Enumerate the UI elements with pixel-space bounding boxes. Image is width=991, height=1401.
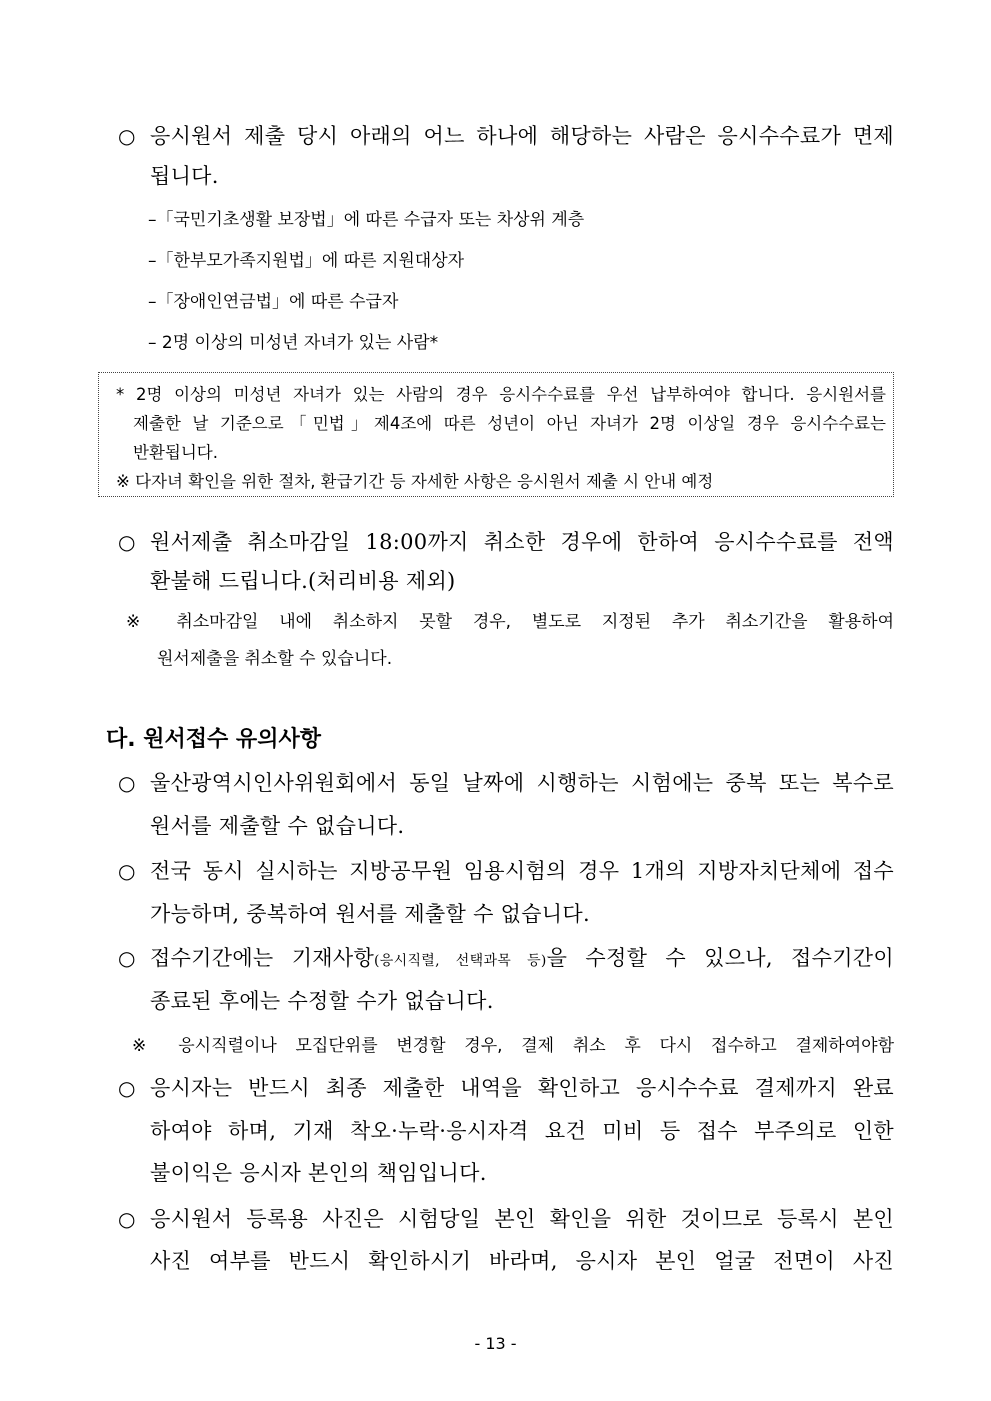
- paragraph-line: [126, 607, 894, 632]
- paragraph-line: [150, 1245, 894, 1275]
- paragraph-line: [150, 942, 894, 972]
- bullet-circle: ○: [118, 946, 136, 970]
- note-box-line-3: 반환됩니다.: [133, 443, 218, 462]
- paragraph-line: [150, 120, 894, 150]
- page-number: - 13 -: [474, 1334, 517, 1353]
- fee-exemption-line-1: 응시원서 제출 당시 아래의 어느 하나에 해당하는 사람은 응시수수료가 면제: [150, 124, 894, 148]
- paragraph-line: [150, 1115, 894, 1145]
- nationwide-line-1: 전국 동시 실시하는 지방공무원 임용시험의 경우 1개의 지방자치단체에 접수: [150, 859, 894, 883]
- photo-line-1: 응시원서 등록용 사진은 시험당일 본인 확인을 위한 것이므로 등록시 본인: [150, 1207, 894, 1231]
- paragraph-line: [150, 526, 894, 556]
- bullet-circle: ○: [118, 859, 136, 883]
- paragraph-line: [150, 1203, 894, 1233]
- edit-period-line-1: [150, 942, 894, 972]
- edit-period-text-a: 접수기간에는 기재사항: [150, 946, 375, 970]
- bullet-circle: ○: [118, 1076, 136, 1100]
- note-box-line-4: ※ 다자녀 확인을 위한 절차, 환급기간 등 자세한 사항은 응시원서 제출 시 안내 예정: [116, 472, 714, 491]
- fee-exemption-line-2: 됩니다.: [150, 164, 219, 188]
- responsibility-line-1: 응시자는 반드시 최종 제출한 내역을 확인하고 응시수수료 결제까지 완료: [150, 1076, 894, 1100]
- responsibility-line-2: 하여야 하며, 기재 착오·누락·응시자격 요건 미비 등 접수 부주의로 인한: [150, 1119, 894, 1143]
- cancel-note-line-2: 원서제출을 취소할 수 있습니다.: [157, 649, 393, 669]
- bullet-circle: ○: [118, 530, 136, 554]
- note-box-line: [116, 381, 886, 405]
- edit-period-line-2: 종료된 후에는 수정할 수가 없습니다.: [150, 989, 494, 1013]
- section-heading: 다. 원서접수 유의사항: [106, 727, 321, 752]
- duplicate-line-2: 원서를 제출할 수 없습니다.: [150, 814, 405, 838]
- nationwide-line-2: 가능하며, 중복하여 원서를 제출할 수 없습니다.: [150, 902, 590, 926]
- change-note: ※ 응시직렬이나 모집단위를 변경할 경우, 결제 취소 후 다시 접수하고 결제하여야함: [132, 1036, 894, 1056]
- exemption-basic-livelihood: –「국민기초생활 보장법」에 따른 수급자 또는 차상위 계층: [148, 210, 585, 230]
- edit-period-text-small: (응시직렬, 선택과목 등): [374, 953, 547, 969]
- refund-line-1: 원서제출 취소마감일 18:00까지 취소한 경우에 한하여 응시수수료를 전액: [150, 530, 894, 554]
- paragraph-line: [150, 1072, 894, 1102]
- bullet-circle: ○: [118, 1207, 136, 1231]
- paragraph-line: [150, 855, 894, 885]
- note-box-line-2: 제출한 날 기준으로「민법」제4조에 따른 성년이 아닌 자녀가 2명 이상일 경우 응시수수료는: [133, 414, 886, 433]
- note-box-line: [133, 410, 886, 434]
- paragraph-line: [150, 767, 894, 797]
- cancel-note-line-1: ※ 취소마감일 내에 취소하지 못할 경우, 별도로 지정된 추가 취소기간을 활용하여: [126, 612, 894, 632]
- exemption-multi-child: – 2명 이상의 미성년 자녀가 있는 사람*: [148, 333, 439, 353]
- edit-period-text-b: 을 수정할 수 있으나, 접수기간이: [546, 946, 894, 970]
- duplicate-line-1: 울산광역시인사위원회에서 동일 날짜에 시행하는 시험에는 중복 또는 복수로: [150, 771, 894, 795]
- note-box-line-1: * 2명 이상의 미성년 자녀가 있는 사람의 경우 응시수수료를 우선 납부하여야 합니다. 응시원서를: [116, 385, 886, 404]
- responsibility-line-3: 불이익은 응시자 본인의 책임입니다.: [150, 1161, 487, 1185]
- paragraph-line: [132, 1031, 894, 1056]
- bullet-circle: ○: [118, 771, 136, 795]
- bullet-circle: ○: [118, 124, 136, 148]
- refund-line-2: 환불해 드립니다.(처리비용 제외): [150, 569, 456, 593]
- photo-line-2: 사진 여부를 반드시 확인하시기 바라며, 응시자 본인 얼굴 전면이 사진: [150, 1249, 894, 1273]
- exemption-single-parent: –「한부모가족지원법」에 따른 지원대상자: [148, 251, 465, 271]
- exemption-disability-pension: –「장애인연금법」에 따른 수급자: [148, 292, 399, 312]
